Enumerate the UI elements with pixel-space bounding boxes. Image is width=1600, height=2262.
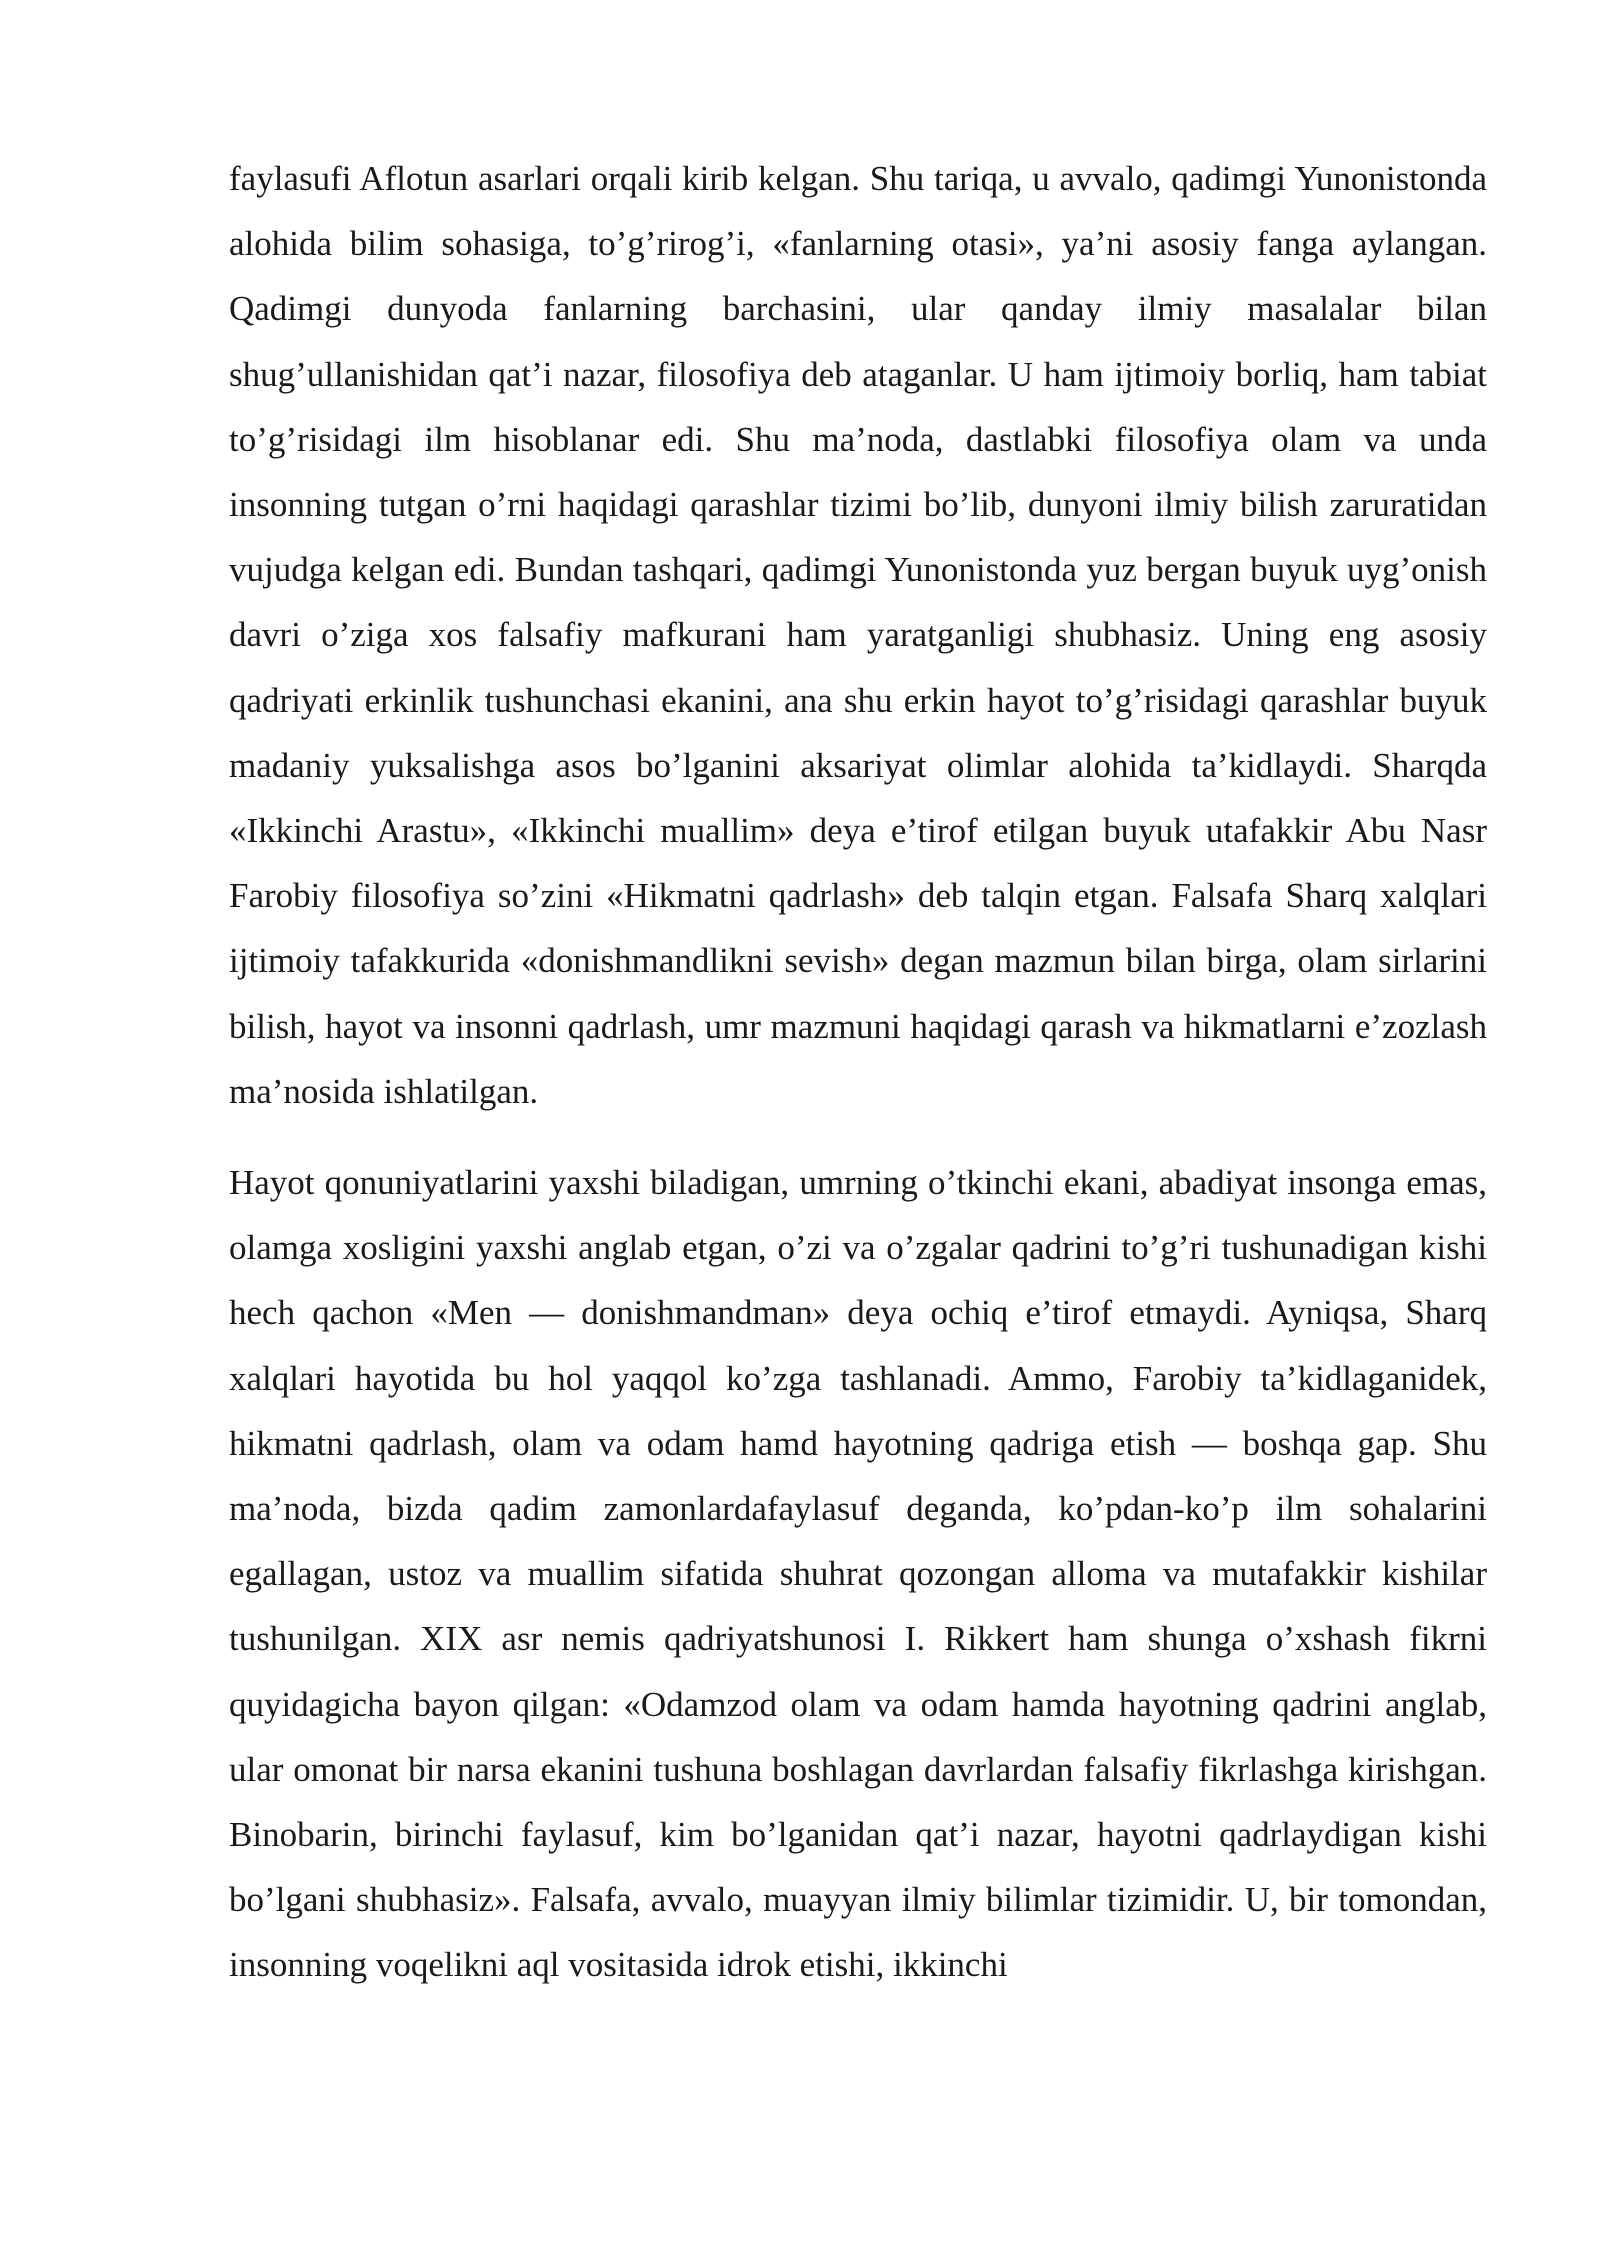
- paragraph-2: Hayot qonuniyatlarini yaxshi biladigan, umrning o’tkinchi ekani, abadiyat insonga emas, olamga xosligini yaxshi anglab etgan, o’zi va o’zgalar qadrini to’g’ri tushunadigan kishi hech qachon «Men — donishmandman» deya ochiq e’tirof etmaydi. Ayniqsa, Sharq xalqlari hayotida bu hol yaqqol ko’zga tashlanadi. Ammo, Farobiy ta’kidlaganidek, hikmatni qadrlash, olam va odam hamd hayotning qadriga etish — boshqa gap. Shu ma’noda, bizda qadim zamonlardafaylasuf deganda, ko’pdan-ko’p ilm sohalarini egallagan, ustoz va muallim sifatida shuhrat qozongan alloma va mutafakkir kishilar tushunilgan. XIX asr nemis qadriyatshunosi I. Rikkert ham shunga o’xshash fikrni quyidagicha bayon qilgan: «Odamzod olam va odam hamda hayotning qadrini anglab, ular omonat bir narsa ekanini tushuna boshlagan davrlardan falsafiy fikrlashga kirishgan. Binobarin, birinchi faylasuf, kim bo’lganidan qat’i nazar, hayotni qadrlaydigan kishi bo’lgani shubhasiz». Falsafa, avvalo, muayyan ilmiy bilimlar tizimidir. U, bir tomondan, insonning voqelikni aql vositasida idrok etishi, ikkinchi: [229, 1163, 1487, 1985]
- document-body: [229, 146, 1487, 1998]
- paragraph-1: faylasufi Aflotun asarlari orqali kirib kelgan. Shu tariqa, u avvalo, qadimgi Yunonistonda alohida bilim sohasiga, to’g’rirog’i, «fanlarning otasi», ya’ni asosiy fanga aylangan. Qadimgi dunyoda fanlarning barchasini, ular qanday ilmiy masalalar bilan shug’ullanishidan qat’i nazar, filosofiya deb ataganlar. U ham ijtimoiy borliq, ham tabiat to’g’risidagi ilm hisoblanar edi. Shu ma’noda, dastlabki filosofiya olam va unda insonning tutgan o’rni haqidagi qarashlar tizimi bo’lib, dunyoni ilmiy bilish zaruratidan vujudga kelgan edi. Bundan tashqari, qadimgi Yunonistonda yuz bergan buyuk uyg’onish davri o’ziga xos falsafiy mafkurani ham yaratganligi shubhasiz. Uning eng asosiy qadriyati erkinlik tushunchasi ekanini, ana shu erkin hayot to’g’risidagi qarashlar buyuk madaniy yuksalishga asos bo’lganini aksariyat olimlar alohida ta’kidlaydi. Sharqda «Ikkinchi Arastu», «Ikkinchi muallim» deya e’tirof etilgan buyuk utafakkir Abu Nasr Farobiy filosofiya so’zini «Hikmatni qadrlash» deb talqin etgan. Falsafa Sharq xalqlari ijtimoiy tafakkurida «donishmandlikni sevish» degan mazmun bilan birga, olam sirlarini bilish, hayot va insonni qadrlash, umr mazmuni haqidagi qarash va hikmatlarni e’zozlash ma’nosida ishlatilgan.: [229, 159, 1487, 1111]
